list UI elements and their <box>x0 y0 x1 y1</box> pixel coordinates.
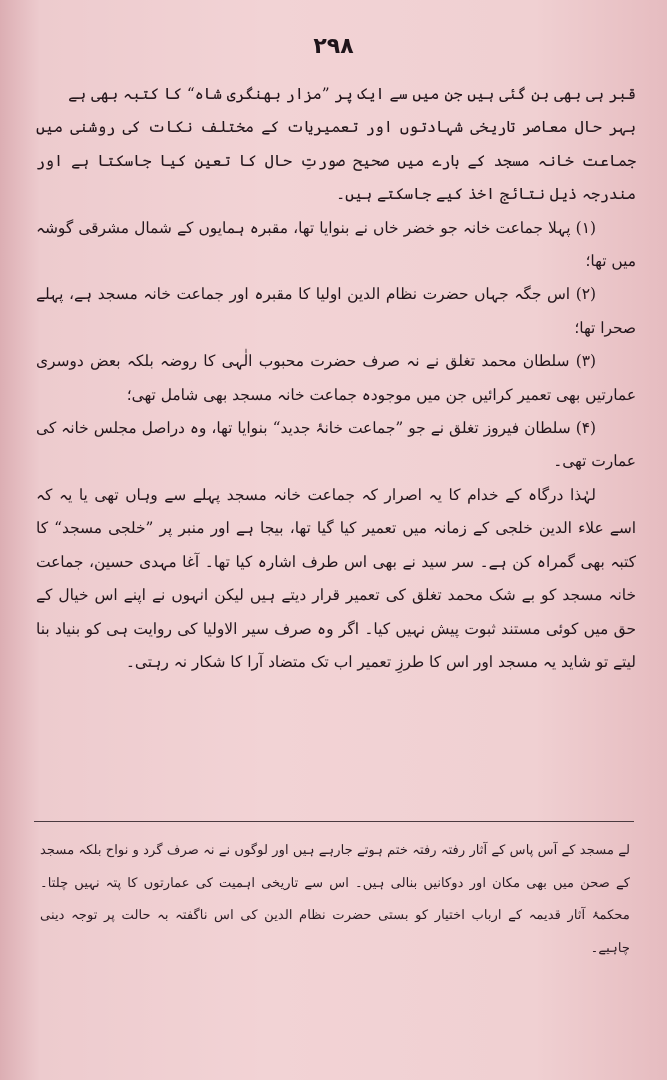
page-number: ۲۹۸ <box>313 34 354 59</box>
paragraph: قبر ہی بھی بن گئی ہیں جن میں سے ایک پر ”مزار بھنگری شاہ“ کا کتبہ بھی ہے <box>68 85 636 103</box>
body-text <box>36 78 636 679</box>
numbered-item-3: (۳) سلطان محمد تغلق نے نہ صرف حضرت محبوب الٰہی کا روضہ بلکہ بعض دوسری عمارتیں بھی تعمیر کرائیں جن میں موجودہ جماعت خانہ مسجد بھی شامل تھی؛ <box>36 352 636 404</box>
paragraph: بہر حال معاصر تاریخی شہادتوں اور تعمیریات کے مختلف نکات کی روشنی میں جماعت خانہ مسجد کے بارے میں صحیح صورتِ حال کا تعین کیا جاسکتا ہے اور مندرجہ ذیل نتائج اخذ کیے جاسکتے ہیں۔ <box>36 118 636 204</box>
footnote-divider <box>34 821 634 822</box>
numbered-item-4: (۴) سلطان فیروز تغلق نے جو ”جماعت خانۂ جدید“ بنوایا تھا، وہ دراصل مجلس خانہ کی عمارت تھی۔ <box>36 419 636 471</box>
numbered-item-1: (۱) پہلا جماعت خانہ جو خضر خاں نے بنوایا تھا، مقبرہ ہمایوں کے شمال مشرقی گوشہ میں تھا؛ <box>36 218 636 271</box>
paragraph: لہٰذا درگاہ کے خدام کا یہ اصرار کہ جماعت خانہ مسجد پہلے سے وہاں تھی یا یہ کہ اسے علاء الدین خلجی کے زمانہ میں تعمیر کیا گیا تھا، بیجا ہے اور منبر پر ”خلجی مسجد“ کا کتبہ بھی گمراہ کن ہے۔ سر سید نے بھی اس طرف اشارہ کیا تھا۔ آغا مہدی حسین، جماعت خانہ مسجد کو بے شک محمد تغلق کی تعمیر قرار دیتے ہیں لیکن انہوں نے اپنے اس خیال کے حق میں کوئی مستند ثبوت پیش نہیں کیا۔ اگر وہ صرف سیر الاولیا کی روایت ہی کو بنیاد بنا لیتے تو شاید یہ مسجد اور اس کا طرزِ تعمیر اب تک متضاد آرا کا شکار نہ رہتی۔ <box>36 485 636 671</box>
numbered-item-2: (۲) اس جگہ جہاں حضرت نظام الدین اولیا کا مقبرہ اور جماعت خانہ مسجد ہے، پہلے صحرا تھا؛ <box>36 285 636 337</box>
footnote <box>40 835 630 965</box>
footnote-text: لے مسجد کے آس پاس کے آثار رفتہ رفتہ ختم ہوتے جارہے ہیں اور لوگوں نے نہ صرف گرد و نواح بلکہ مسجد کے صحن میں بھی مکان اور دوکانیں بنالی ہیں۔ اس سے تاریخی اہمیت کی عمارتوں کا پتہ نہیں چلتا۔ محکمۂ آثار قدیمہ کے ارباب اختیار کو بستی حضرت نظام الدین کی اس ناگفتہ بہ حالت پر توجہ دینی چاہیے۔ <box>40 843 630 956</box>
